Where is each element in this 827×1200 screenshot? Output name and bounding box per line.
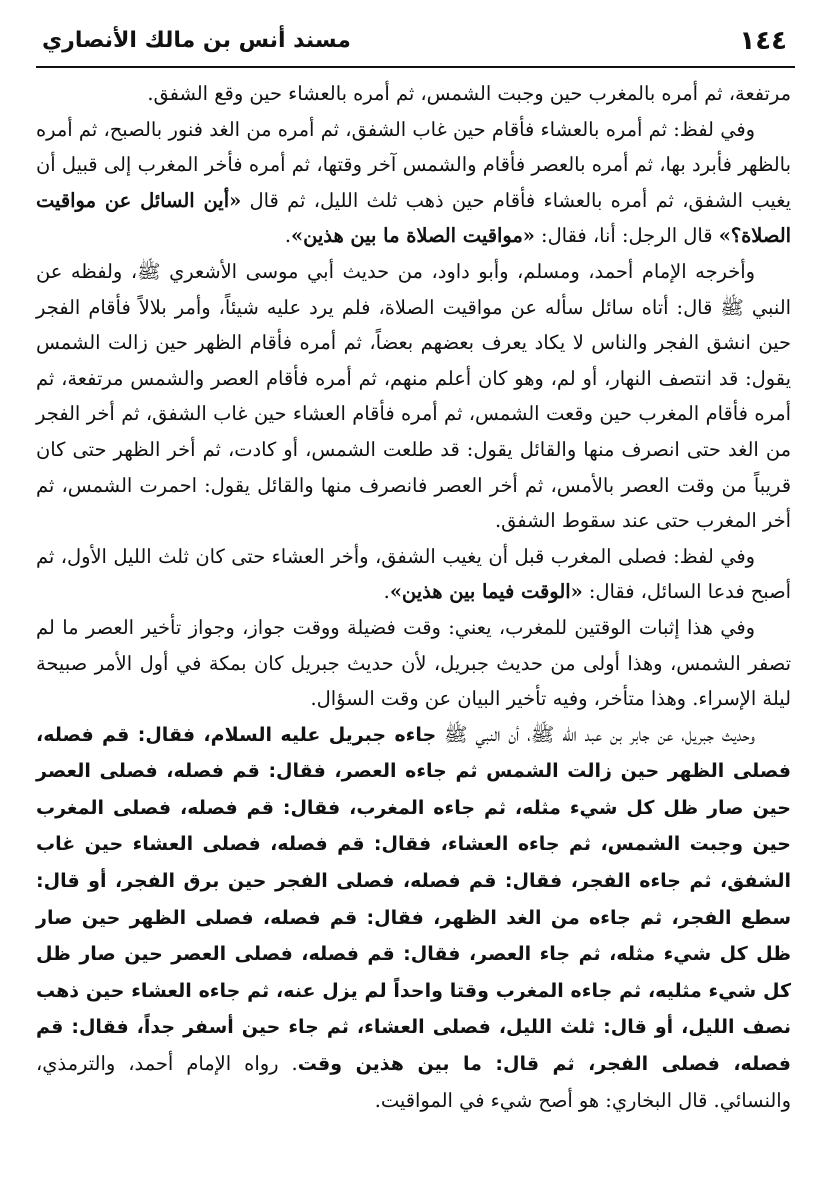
- text-segment: . رواه الإمام أحمد، والترمذي، والنسائي. قال البخاري: هو أصح شيء في المواقيت.: [36, 1052, 791, 1112]
- paragraph-1: [36, 76, 791, 112]
- paragraph-3: [36, 254, 791, 539]
- main-text: [36, 76, 791, 1118]
- text-segment: وفي لفظ: فصلى المغرب قبل أن يغيب الشفق، وأخر العشاء حتى كان ثلث الليل الأول، ثم أصبح فدعا السائل، فقال:: [36, 544, 791, 604]
- hadith-quote: «أين السائل عن مواقيت الصلاة؟»: [36, 188, 791, 248]
- hadith-quote: «مواقيت الصلاة ما بين هذين»: [290, 224, 535, 248]
- text-segment: مرتفعة، ثم أمره بالمغرب حين وجبت الشمس، ثم أمره بالعشاء حين وقع الشفق.: [147, 82, 791, 105]
- text-segment: .: [284, 224, 291, 248]
- text-segment: وحديث جبريل، عن جابر بن عبد الله ﷺ، أن النبي ﷺ: [436, 722, 755, 746]
- paragraph-6: [36, 717, 791, 1119]
- paragraph-2: [36, 112, 791, 254]
- page-number: ١٤٤: [739, 26, 787, 56]
- paragraph-5: [36, 610, 791, 717]
- hadith-quote: جاءه جبريل عليه السلام، فقال: قم فصله، فصلى الظهر حين زالت الشمس ثم جاءه العصر، فقال: قم فصله، فصلى العصر حين صار ظل كل شيء مثله، ثم جاءه المغرب، فقال: قم فصله، فصلى المغرب حين وجبت الشمس، ثم جاءه العشاء، فقال: قم فصله، فصلى العشاء حين غاب الشفق، ثم جاءه الفجر، فقال: قم فصله، فصلى الفجر حين برق الفجر، أو قال: سطع الفجر، ثم جاءه من الغد الظهر، فقال: قم فصله، فصلى الظهر حين صار ظل كل شيء مثله، ثم جاء العصر، فقال: قم فصله، فصلى العصر حين صار ظل كل شيء مثليه، ثم جاءه المغرب وقتا واحداً لم يزل عنه، ثم جاءه العشاء حين ذهب نصف الليل، أو قال: ثلث الليل، فصلى العشاء، ثم جاء حين أسفر جداً، فقال: قم فصله، فصلى الفجر، ثم قال: ما بين هذين وقت: [36, 723, 791, 1076]
- text-segment: وأخرجه الإمام أحمد، ومسلم، وأبو داود، من حديث أبي موسى الأشعري ﷺ، ولفظه عن النبي ﷺ قال: أتاه سائل سأله عن مواقيت الصلاة، فلم يرد عليه شيئاً، وأمر بلالاً فأقام الفجر حين انشق الفجر والناس لا يكاد يعرف بعضهم بعضاً، ثم أمره فأقام الظهر حين زالت الشمس يقول: قد انتصف النهار، أو لم، وهو كان أعلم منهم، ثم أمره فأقام العصر والشمس مرتفعة، ثم أمره فأقام المغرب حين وقعت الشمس، ثم أمره فأقام العشاء حين غاب الشفق، ثم أخر الفجر من الغد حتى انصرف منها والقائل يقول: قد طلعت الشمس، أو كادت، ثم أخر الظهر حتى كان قريباً من وقت العصر بالأمس، ثم أخر العصر فانصرف منها والقائل يقول: احمرت الشمس، ثم أخر المغرب حتى عند سقوط الشفق.: [36, 259, 791, 533]
- running-header: [36, 22, 795, 66]
- text-segment: وفي هذا إثبات الوقتين للمغرب، يعني: وقت فضيلة ووقت جواز، وجواز تأخير العصر ما لم تصفر الشمس، وهذا أولى من حديث جبريل، لأن حديث جبريل كان بمكة في أول الأمر صبيحة ليلة الإسراء. وهذا متأخر، وفيه تأخير البيان عن وقت السؤال.: [36, 615, 791, 711]
- hadith-quote: «الوقت فيما بين هذين»: [389, 580, 583, 604]
- header-divider: [36, 66, 795, 68]
- text-segment: .: [383, 580, 390, 604]
- paragraph-4: [36, 539, 791, 610]
- text-segment: وفي لفظ: ثم أمره بالعشاء فأقام حين غاب الشفق، ثم أمره من الغد فنور بالصبح، ثم أمره بالظهر فأبرد بها، ثم أمره بالعصر فأقام والشمس آخر وقتها، ثم أمره فأخر المغرب إلى قبيل أن يغيب الشفق، ثم أمره بالعشاء فأقام حين ذهب ثلث الليل، ثم قال: [36, 117, 791, 212]
- text-segment: قال الرجل: أنا، فقال:: [534, 224, 719, 248]
- book-title: مسند أنس بن مالك الأنصاري: [42, 28, 351, 53]
